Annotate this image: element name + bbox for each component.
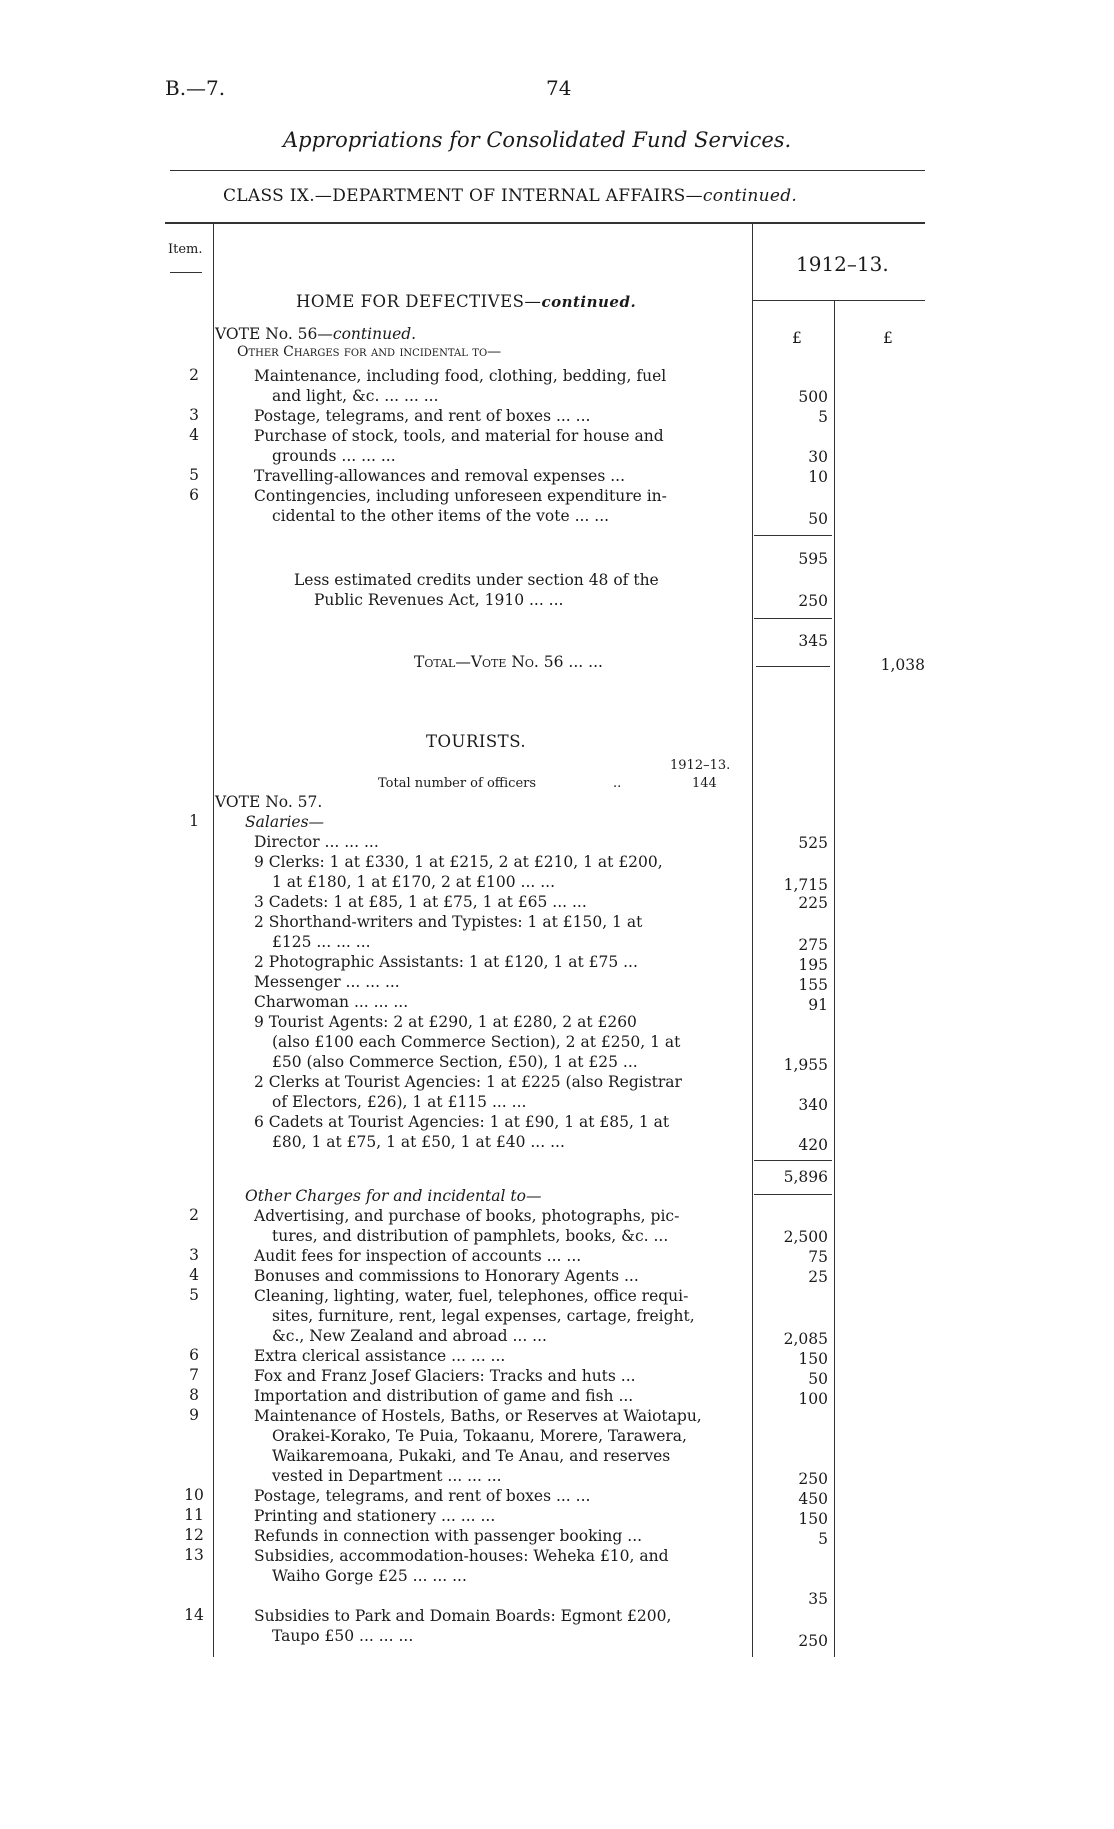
line-text: (also £100 each Commerce Section), 2 at £250, 1 at (272, 1033, 681, 1051)
line-text: tures, and distribution of pamphlets, books, &c. ... (272, 1227, 669, 1245)
item-col-divider (213, 222, 214, 1657)
line-text: 2 Clerks at Tourist Agencies: 1 at £225 (also Registrar (254, 1073, 682, 1091)
salary-total: 5,896 (783, 1168, 828, 1186)
item-number: 6 (189, 1346, 199, 1364)
item-number: 4 (189, 1266, 199, 1284)
item-number: 12 (184, 1526, 204, 1544)
amount-col-divider (834, 300, 835, 1657)
line-text: Director ... ... ... (254, 833, 379, 851)
line-text: 2 Shorthand-writers and Typistes: 1 at £150, 1 at (254, 913, 643, 931)
item-number: 6 (189, 486, 199, 504)
text-col-divider (752, 222, 753, 1657)
line-text: cidental to the other items of the vote ... ... (272, 507, 610, 525)
amount: 2,500 (783, 1228, 828, 1246)
line-text: Refunds in connection with passenger booking ... (254, 1527, 643, 1545)
amount: 2,085 (783, 1330, 828, 1348)
line-text: 9 Tourist Agents: 2 at £290, 1 at £280, 2 at £260 (254, 1013, 637, 1031)
vote-56-total-label: Total—Vote No. 56 ... ... (414, 653, 603, 671)
pound-sign-right: £ (883, 329, 893, 347)
less-credits-line2: Public Revenues Act, 1910 ... ... (314, 591, 564, 609)
item-number: 13 (184, 1546, 204, 1564)
amount: 225 (798, 894, 828, 912)
vote-56-cont: continued. (332, 325, 417, 343)
tourists-heading: TOURISTS. (426, 732, 527, 751)
line-text: of Electors, £26), 1 at £115 ... ... (272, 1093, 527, 1111)
salary-total-rule-bottom (754, 1194, 832, 1195)
line-text: Extra clerical assistance ... ... ... (254, 1347, 506, 1365)
line-text: £80, 1 at £75, 1 at £50, 1 at £40 ... ... (272, 1133, 565, 1151)
vote-56-main: VOTE No. 56— (215, 325, 333, 343)
line-text: Charwoman ... ... ... (254, 993, 409, 1011)
amount: 525 (798, 834, 828, 852)
officers-count: 144 (692, 776, 717, 791)
line-text: and light, &c. ... ... ... (272, 387, 439, 405)
amount: 10 (808, 468, 828, 486)
line-text: Advertising, and purchase of books, photographs, pic- (254, 1207, 680, 1225)
amount: 500 (798, 388, 828, 406)
item-header-underline (170, 272, 202, 273)
page-number: 74 (546, 76, 572, 100)
amount: 340 (798, 1096, 828, 1114)
item-number: 3 (189, 406, 199, 424)
line-text: 6 Cadets at Tourist Agencies: 1 at £90, 1 at £85, 1 at (254, 1113, 670, 1131)
line-text: £50 (also Commerce Section, £50), 1 at £25 ... (272, 1053, 638, 1071)
amount: 91 (808, 996, 828, 1014)
item-number: 2 (189, 1206, 199, 1224)
amount: 75 (808, 1248, 828, 1266)
line-text: Printing and stationery ... ... ... (254, 1507, 496, 1525)
line-text: Purchase of stock, tools, and material for house and (254, 427, 664, 445)
line-text: Taupo £50 ... ... ... (272, 1627, 414, 1645)
item-number: 10 (184, 1486, 204, 1504)
item-column-header: Item. (168, 242, 203, 257)
line-text: Waiho Gorge £25 ... ... ... (272, 1567, 467, 1585)
item-number: 11 (184, 1506, 204, 1524)
amount: 420 (798, 1136, 828, 1154)
amount: 1,955 (783, 1056, 828, 1074)
table-top-rule (165, 222, 925, 224)
item-number: 2 (189, 366, 199, 384)
subtotal-rule (754, 535, 832, 536)
line-text: Waikaremoana, Pukaki, and Te Anau, and reserves (272, 1447, 671, 1465)
home-heading-cont: continued. (541, 293, 637, 311)
net-rule (754, 618, 832, 619)
line-text: Postage, telegrams, and rent of boxes ... ... (254, 1487, 591, 1505)
amount: 250 (798, 1632, 828, 1650)
line-text: Orakei-Korako, Te Puia, Tokaanu, Morere, Tarawera, (272, 1427, 687, 1445)
page-title: Appropriations for Consolidated Fund Services. (283, 128, 792, 152)
line-text: Fox and Franz Josef Glaciers: Tracks and huts ... (254, 1367, 636, 1385)
title-rule (170, 170, 925, 171)
year-column-header: 1912–13. (796, 252, 889, 276)
line-text: Audit fees for inspection of accounts ... ... (254, 1247, 582, 1265)
home-other-charges: Other Charges for and incidental to— (237, 344, 502, 360)
item-number: 3 (189, 1246, 199, 1264)
home-heading-main: HOME FOR DEFECTIVES— (296, 292, 542, 311)
line-text: Cleaning, lighting, water, fuel, telephones, office requi- (254, 1287, 689, 1305)
class-title-main: CLASS IX.—DEPARTMENT OF INTERNAL AFFAIRS— (223, 186, 703, 206)
amount: 1,715 (783, 876, 828, 894)
amount: 50 (808, 510, 828, 528)
class-title (223, 186, 797, 206)
amount: 155 (798, 976, 828, 994)
vote-57-label: VOTE No. 57. (215, 793, 323, 811)
home-heading (296, 292, 636, 311)
line-text: Travelling-allowances and removal expenses ... (254, 467, 625, 485)
less-credits-amount: 250 (798, 592, 828, 610)
home-net: 345 (798, 632, 828, 650)
salaries-label: Salaries— (245, 813, 325, 831)
item-number: 1 (189, 812, 199, 830)
year-header-rule (752, 300, 925, 301)
line-text: Messenger ... ... ... (254, 973, 400, 991)
line-text: sites, furniture, rent, legal expenses, cartage, freight, (272, 1307, 695, 1325)
pound-sign-left: £ (792, 329, 802, 347)
amount: 150 (798, 1510, 828, 1528)
item-number: 4 (189, 426, 199, 444)
amount: 250 (798, 1470, 828, 1488)
line-text: Maintenance, including food, clothing, bedding, fuel (254, 367, 667, 385)
officers-label: Total number of officers (378, 776, 537, 791)
amount: 50 (808, 1370, 828, 1388)
line-text: vested in Department ... ... ... (272, 1467, 502, 1485)
item-number: 7 (189, 1366, 199, 1384)
amount: 25 (808, 1268, 828, 1286)
line-text: 3 Cadets: 1 at £85, 1 at £75, 1 at £65 ... ... (254, 893, 587, 911)
officers-dots: .. (613, 776, 622, 791)
document-reference: B.—7. (165, 76, 226, 100)
amount: 5 (818, 1530, 828, 1548)
line-text: 9 Clerks: 1 at £330, 1 at £215, 2 at £210, 1 at £200, (254, 853, 663, 871)
line-text: 1 at £180, 1 at £170, 2 at £100 ... ... (272, 873, 556, 891)
amount: 450 (798, 1490, 828, 1508)
item-number: 8 (189, 1386, 199, 1404)
amount: 30 (808, 448, 828, 466)
item-number: 9 (189, 1406, 199, 1424)
line-text: Bonuses and commissions to Honorary Agents ... (254, 1267, 639, 1285)
tourists-other-charges: Other Charges for and incidental to— (245, 1187, 542, 1205)
line-text: &c., New Zealand and abroad ... ... (272, 1327, 547, 1345)
line-text: Subsidies to Park and Domain Boards: Egmont £200, (254, 1607, 672, 1625)
line-text: Subsidies, accommodation-houses: Weheka £10, and (254, 1547, 669, 1565)
officers-year: 1912–13. (670, 758, 731, 773)
amount: 5 (818, 408, 828, 426)
amount: 195 (798, 956, 828, 974)
class-title-cont: continued. (702, 186, 798, 206)
line-text: £125 ... ... ... (272, 933, 371, 951)
item-number: 5 (189, 466, 199, 484)
line-text: Postage, telegrams, and rent of boxes ... ... (254, 407, 591, 425)
amount: 150 (798, 1350, 828, 1368)
vote-56-total: 1,038 (880, 656, 925, 674)
home-subtotal: 595 (798, 550, 828, 568)
item-number: 5 (189, 1286, 199, 1304)
amount: 35 (808, 1590, 828, 1608)
line-text: 2 Photographic Assistants: 1 at £120, 1 at £75 ... (254, 953, 638, 971)
salary-total-rule-top (754, 1160, 832, 1161)
line-text: Importation and distribution of game and fish ... (254, 1387, 634, 1405)
item-number: 14 (184, 1606, 204, 1624)
vote-56-label (215, 324, 416, 344)
line-text: grounds ... ... ... (272, 447, 396, 465)
line-text: Contingencies, including unforeseen expenditure in- (254, 487, 667, 505)
amount: 275 (798, 936, 828, 954)
line-text: Maintenance of Hostels, Baths, or Reserves at Waiotapu, (254, 1407, 702, 1425)
total-rule (756, 666, 830, 667)
amount: 100 (798, 1390, 828, 1408)
less-credits-line1: Less estimated credits under section 48 of the (294, 571, 659, 589)
